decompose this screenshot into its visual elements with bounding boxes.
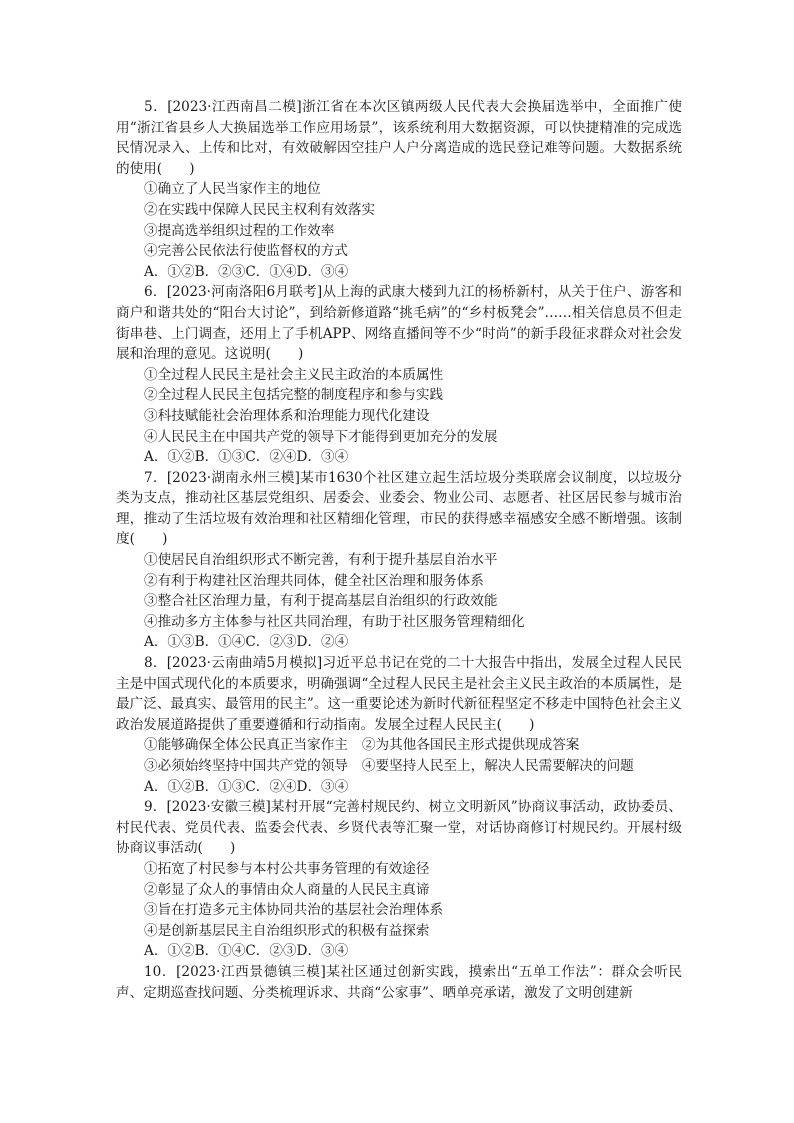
option-4: ④是创新基层民主自治组织形式的积极有益探索 — [144, 922, 430, 939]
option-2: ②彰显了众人的事情由众人商量的人民民主真谛 — [144, 881, 430, 898]
option-4: ④要坚持人民至上，解决人民需要解决的问题 — [361, 758, 634, 774]
option-3: ③整合社区治理力量，有利于提高基层自治组织的行政效能 — [144, 593, 498, 610]
question-stem: 8．[2023·云南曲靖5月模拟]习近平总书记在党的二十大报告中指出，发展全过程人民民主是中国式现代化的本质要求，明确强调“全过程人民民主是社会主义民主政治的本质属性，是最广泛、最真实、最管用的民主”。这一重要论述为新时代新征程坚定不移走中国特色社会主义政治发展道路提供了重要遵循和行动指南。发展全过程人民民主( ) — [116, 655, 682, 733]
question-stem: 6．[2023·河南洛阳6月联考]从上海的武康大楼到九江的杨桥新村，从关于住户、游客和商户和谐共处的“阳台大讨论”，到给新修道路“挑毛病”的“乡村板凳会”……相关信息员不但走街串巷、上门调查，还用上了手机APP、网络直播间等不少“时尚”的新手段征求群众对社会发展和治理的意见。这说明( ) — [116, 284, 682, 363]
option-row-1 — [116, 735, 682, 756]
option-2: ②全过程人民民主包括完整的制度程序和参与实践 — [144, 387, 444, 404]
question-stem: 7．[2023·湖南永州三模]某市1630个社区建立起生活垃圾分类联席会议制度，以垃圾分类为支点，推动社区基层党组织、居委会、业委会、物业公司、志愿者、社区居民参与城市治理，推动了生活垃圾有效治理和社区精细化管理，市民的获得感幸福感安全感不断增强。该制度( ) — [116, 469, 682, 548]
answer-choices: A．①②B．①③C．②④D．③④ — [144, 778, 349, 795]
option-1: ①能够确保全体公民真正当家作主 — [144, 737, 348, 754]
question-10 — [116, 962, 682, 1003]
option-1: ①拓宽了村民参与本村公共事务管理的有效途径 — [144, 860, 430, 877]
option-2: ②为其他各国民主形式提供现成答案 — [361, 737, 580, 754]
option-4: ④完善公民依法行使监督权的方式 — [144, 243, 348, 260]
answer-choices: A．①②B．①④C．②③D．③④ — [144, 943, 349, 960]
option-3: ③提高选举组织过程的工作效率 — [144, 222, 335, 239]
question-7 — [116, 468, 682, 653]
option-2: ②在实践中保障人民民主权利有效落实 — [144, 201, 376, 218]
option-row-2 — [116, 756, 682, 777]
question-9 — [116, 797, 682, 962]
question-8 — [116, 653, 682, 797]
question-list — [116, 97, 682, 1003]
option-3: ③必须始终坚持中国共产党的领导 — [144, 758, 348, 774]
option-2: ②有利于构建社区治理共同体，健全社区治理和服务体系 — [144, 572, 484, 589]
option-4: ④人民民主在中国共产党的领导下才能得到更加充分的发展 — [144, 428, 498, 445]
option-3: ③科技赋能社会治理体系和治理能力现代化建设 — [144, 407, 430, 424]
option-1: ①使居民自治组织形式不断完善，有利于提升基层自治水平 — [144, 552, 498, 569]
question-stem: 9．[2023·安徽三模]某村开展“完善村规民约、树立文明新风”协商议事活动，政协委员、村民代表、党员代表、监委会代表、乡贤代表等汇聚一堂，对话协商修订村规民约。开展村级协商议事活动( ) — [116, 799, 682, 857]
answer-choices: A．①②B．①③C．②④D．③④ — [144, 449, 349, 466]
option-1: ①全过程人民民主是社会主义民主政治的本质属性 — [144, 366, 444, 383]
answer-choices: A．①②B．②③C．①④D．③④ — [144, 263, 349, 280]
question-5 — [116, 97, 682, 282]
option-4: ④推动多方主体参与社区共同治理，有助于社区服务管理精细化 — [144, 613, 525, 630]
answer-choices: A．①③B．①④C．②③D．②④ — [144, 634, 349, 651]
question-stem: 10．[2023·江西景德镇三模]某社区通过创新实践，摸索出“五单工作法”：群众会听民声、定期巡查找问题、分类梳理诉求、共商“公家事”、晒单亮承诺，激发了文明创建新 — [116, 963, 682, 1001]
option-1: ①确立了人民当家作主的地位 — [144, 181, 321, 198]
question-6 — [116, 282, 682, 467]
option-3: ③旨在打造多元主体协同共治的基层社会治理体系 — [144, 902, 444, 919]
question-stem: 5．[2023·江西南昌二模]浙江省在本次区镇两级人民代表大会换届选举中，全面推广使用“浙江省县乡人大换届选举工作应用场景”，该系统利用大数据资源，可以快捷精准的完成选民情况录入、上传和比对，有效破解因空挂户人户分离造成的选民登记难等问题。大数据系统的使用( ) — [116, 99, 682, 177]
